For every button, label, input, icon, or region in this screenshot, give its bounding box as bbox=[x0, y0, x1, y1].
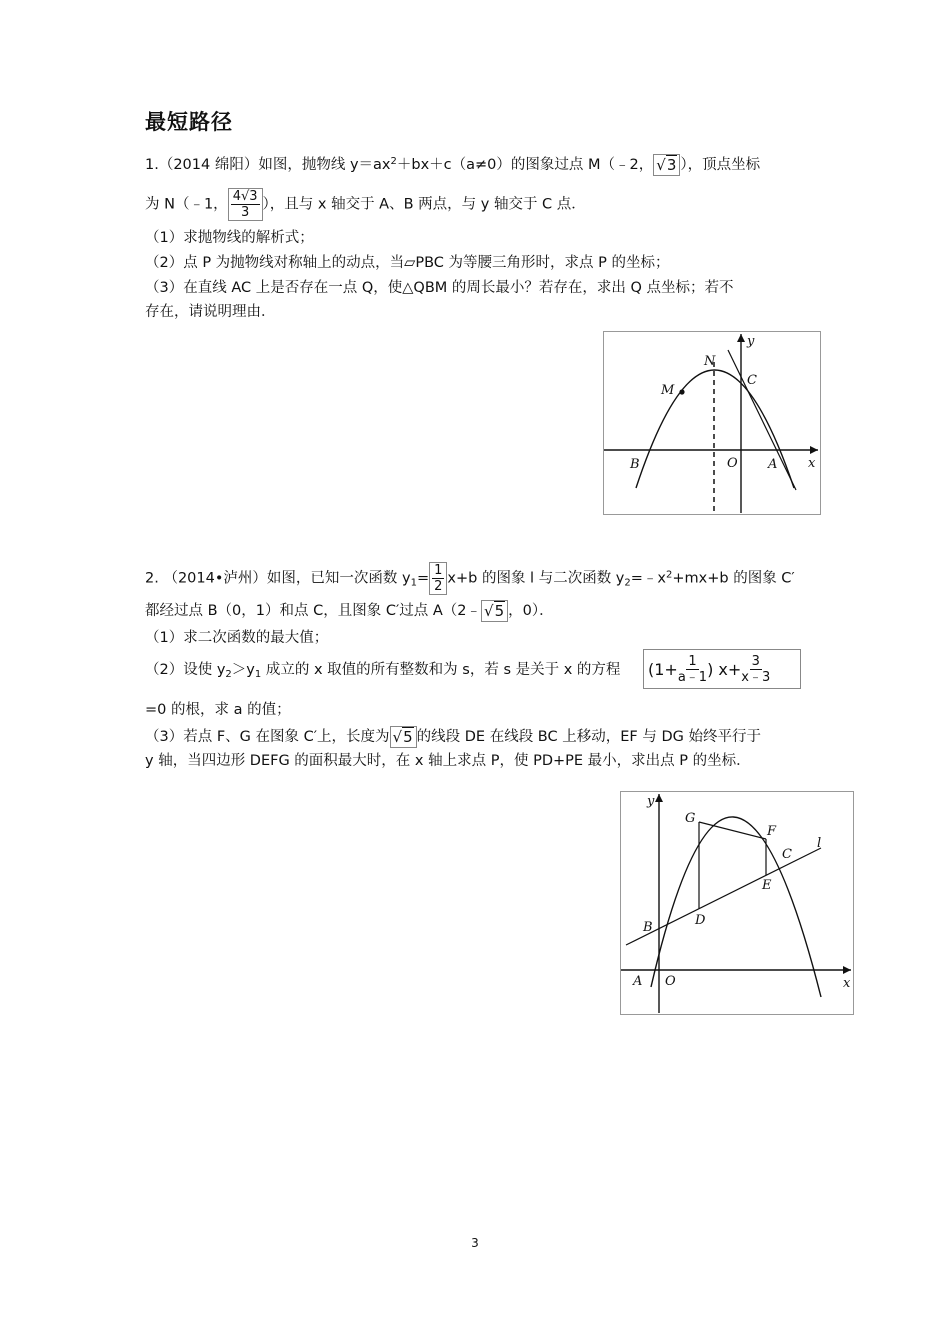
p2-sub2: 2 bbox=[624, 577, 631, 589]
p2-figure bbox=[620, 791, 854, 1015]
eq-open: (1+ bbox=[648, 659, 678, 679]
p1-line2 bbox=[145, 188, 586, 221]
p2-q2d: =0 的根，求 a 的值； bbox=[145, 702, 291, 718]
p2-q2-text-a: （2）设使 y bbox=[145, 662, 226, 678]
p1-line1 bbox=[145, 152, 760, 176]
p1-frac-box bbox=[228, 188, 263, 221]
y-axis-arrow bbox=[655, 794, 663, 802]
label-b: B bbox=[630, 457, 640, 472]
label-o: O bbox=[665, 974, 676, 989]
p2-q3-text-a: （3）若点 F、G 在图象 C′上，长度为 bbox=[145, 729, 390, 745]
eq-f2-den: x﹣3 bbox=[741, 669, 771, 685]
p2-text-c: x+b 的图象 l 与二次函数 y bbox=[447, 570, 625, 587]
p2-square: 2 bbox=[666, 569, 673, 581]
p2-q3-sqrt-box: √5 bbox=[390, 726, 417, 748]
label-l: l bbox=[817, 836, 822, 851]
p1-figure bbox=[603, 331, 821, 515]
p2-line1 bbox=[145, 562, 795, 595]
p1-text-b: ＋bx＋c（a≠0）的图象过点 M（﹣2， bbox=[396, 157, 654, 173]
p2-q2-sub1: 1 bbox=[254, 669, 262, 680]
p2-text-b: = bbox=[416, 570, 430, 587]
p2-q2-text-b: ＞y bbox=[231, 662, 255, 678]
p2-q3-sqrt-value: 5 bbox=[403, 728, 413, 746]
p2-frac-num: 1 bbox=[434, 563, 443, 578]
eq-mid: ) x+ bbox=[707, 659, 742, 679]
page-number: 3 bbox=[471, 1236, 479, 1250]
label-n: N bbox=[704, 354, 716, 369]
eq-f1-num: 1 bbox=[688, 653, 697, 669]
p2-line2 bbox=[145, 600, 554, 622]
p2-q3-line1 bbox=[145, 726, 761, 748]
p1-q2: （2）点 P 为抛物线对称轴上的动点，当▱PBC 为等腰三角形时，求点 P 的坐标； bbox=[145, 255, 670, 271]
p2-equation bbox=[643, 649, 801, 689]
x-axis-arrow bbox=[843, 966, 851, 974]
p2-text-d: =﹣x bbox=[630, 570, 666, 587]
p1-q3b: 存在，请说明理由． bbox=[145, 304, 276, 320]
line-ac bbox=[728, 350, 796, 490]
p2-q1: （1）求二次函数的最大值； bbox=[145, 630, 329, 646]
section-title: 最短路径 bbox=[145, 110, 233, 134]
label-y: y bbox=[747, 334, 755, 349]
p1-q3a: （3）在直线 AC 上是否存在一点 Q，使△QBM 的周长最小？若存在，求出 Q 点坐标；若不 bbox=[145, 280, 734, 296]
label-o: O bbox=[727, 456, 738, 471]
line-l bbox=[626, 848, 821, 945]
p2-frac-box bbox=[429, 562, 447, 595]
label-a: A bbox=[768, 457, 778, 472]
label-x: x bbox=[843, 976, 851, 991]
label-m: M bbox=[661, 383, 675, 398]
p2-sqrt-value: 5 bbox=[494, 602, 505, 620]
p2-sqrt-box: √5 bbox=[481, 600, 508, 622]
p2-text-e: +mx+b 的图象 C′ bbox=[672, 570, 795, 587]
p1-square: 2 bbox=[390, 156, 397, 167]
p2-q2-line bbox=[145, 660, 620, 685]
p2-sub1: 1 bbox=[410, 577, 417, 589]
point-m bbox=[679, 389, 684, 394]
label-e: E bbox=[762, 878, 772, 893]
label-x: x bbox=[808, 456, 816, 471]
p2-q2-sub2: 2 bbox=[225, 669, 232, 680]
label-y: y bbox=[647, 794, 655, 809]
p2-q2-text-c: 成立的 x 取值的所有整数和为 s，若 s 是关于 x 的方程 bbox=[261, 662, 621, 678]
eq-f2-num: 3 bbox=[751, 653, 760, 669]
eq-f1-den: a﹣1 bbox=[677, 669, 708, 685]
p1-text-e: ），且与 x 轴交于 A、B 两点，与 y 轴交于 C 点． bbox=[262, 196, 586, 213]
p1-text-d: 为 N（﹣1， bbox=[145, 196, 228, 213]
p1-q1: （1）求抛物线的解析式； bbox=[145, 230, 314, 246]
label-b: B bbox=[643, 920, 653, 935]
p1-frac-num: 4√3 bbox=[232, 189, 258, 204]
label-c: C bbox=[747, 373, 757, 388]
p1-frac-den: 3 bbox=[240, 205, 250, 220]
p2-text-f: 都经过点 B（0，1）和点 C，且图象 C′过点 A（2﹣ bbox=[145, 603, 482, 619]
label-g: G bbox=[685, 811, 696, 826]
y-axis-arrow bbox=[737, 334, 745, 342]
p1-text-c: ），顶点坐标 bbox=[680, 157, 761, 173]
p1-text-a: 1.（2014 绵阳）如图，抛物线 y＝ax bbox=[145, 157, 391, 173]
label-a: A bbox=[633, 974, 643, 989]
p2-frac-den: 2 bbox=[434, 579, 443, 594]
p1-sqrt-box: √3 bbox=[653, 154, 680, 176]
p2-q3-text-b: 的线段 DE 在线段 BC 上移动，EF 与 DG 始终平行于 bbox=[416, 729, 761, 745]
label-f: F bbox=[767, 824, 777, 839]
label-c: C bbox=[782, 847, 792, 862]
p1-sqrt-value: 3 bbox=[666, 156, 677, 174]
label-d: D bbox=[695, 913, 706, 928]
p2-text-a: 2. （2014•泸州）如图，已知一次函数 y bbox=[145, 570, 411, 587]
x-axis-arrow bbox=[810, 446, 818, 454]
p2-text-g: ，0）． bbox=[508, 603, 554, 619]
p2-q3-line2: y 轴，当四边形 DEFG 的面积最大时，在 x 轴上求点 P，使 PD+PE 最小，求出点 P 的坐标． bbox=[145, 753, 751, 769]
